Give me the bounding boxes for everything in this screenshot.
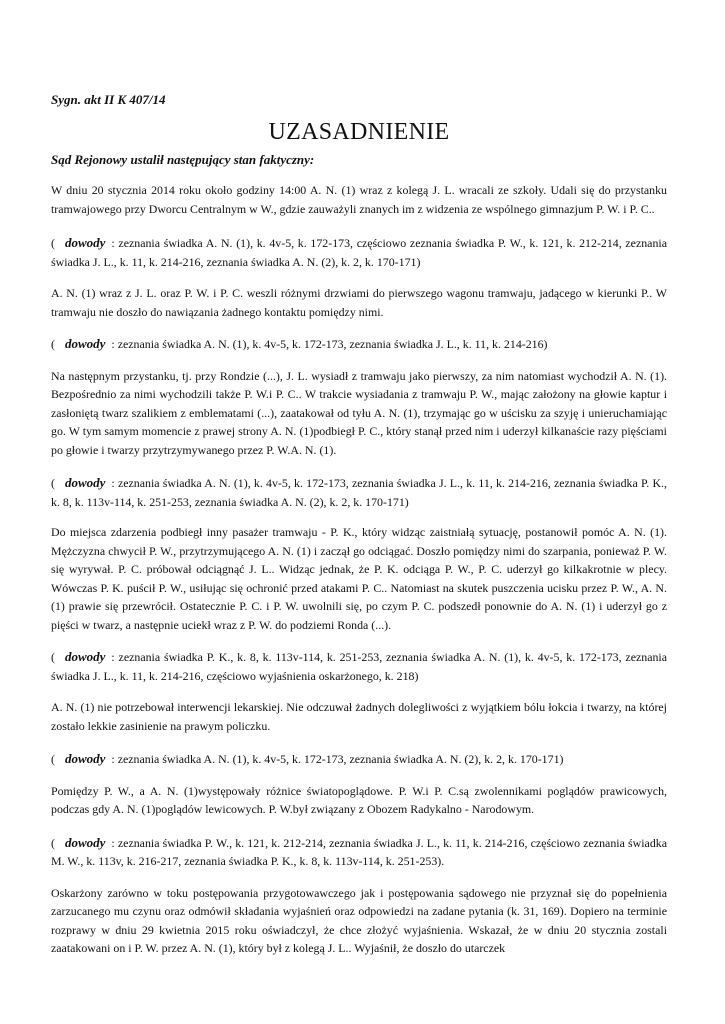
evidence-citation: [51, 834, 667, 871]
body-paragraph: Do miejsca zdarzenia podbiegł inny pasażer tramwaju - P. K., który widząc zaistniałą sytuację, postanowił pomóc A. N. (1). Mężczyzna chwycił P. W., przytrzymującego A. N. (1) i zaczął go odciągać. Doszło pomiędzy nimi do szarpania, ponieważ P. W. się wyrywał. P. C. próbował odciągnąć J. L.. Widząc jednak, że P. K. odciąga P. W., P. C. uderzył go kilkakrotnie w plecy. Wówczas P. K. puścił P. W., usiłując się ochronić przed atakami P. C.. Natomiast na skutek puszczenia ucisku przez P. W., A. N. (1) prawie się przewrócił. Ostatecznie P. C. i P. W. uwolnili się, po czym P. C. podszedł ponownie do A. N. (1) i uderzył go z pięści w twarz, a następnie uciekł wraz z P. W. do podziemi Ronda (...).: [51, 525, 667, 632]
evidence-keyword: dowody: [64, 336, 106, 351]
evidence-citation: [51, 335, 667, 354]
evidence-text: : zeznania świadka P. K., k. 8, k. 113v-114, k. 251-253, zeznania świadka A. N. (1), k. 4v-5, k. 172-173, zeznania świadka J. L., k. 11, k. 214-216, częściowo wyjaśnienia oskarżonego, k. 218): [51, 650, 667, 683]
evidence-citation: [51, 648, 667, 685]
evidence-text: : zeznania świadka A. N. (1), k. 4v-5, k. 172-173, zeznania świadka J. L., k. 11, k. 214-216, zeznania świadka P. K., k. 8, k. 113v-114, k. 251-253, zeznania świadka A. N. (2), k. 2, k. 170-171): [51, 476, 667, 509]
evidence-citation: [51, 234, 667, 271]
document-title: UZASADNIENIE: [268, 119, 450, 145]
body-paragraph: Na następnym przystanku, tj. przy Rondzie (...), J. L. wysiadł z tramwaju jako pierwszy, za nim natomiast wychodził A. N. (1). Bezpośrednio za nimi wychodzili także P. W.i P. C.. W trakcie wysiadania z tramwaju P. W., mając założony na głowie kaptur i zasłoniętą twarz szalikiem z emblematami (...), zaatakował od tyłu A. N. (1), trzymając go w uścisku za szyję i unieruchamiając go. W tym samym momencie z prawej strony A. N. (1)podbiegł P. C., który stanął przed nim i uderzył kilkanaście razy pięściami po głowie i twarzy przytrzymywanego przez P. W.A. N. (1).: [51, 368, 667, 457]
section-heading: Sąd Rejonowy ustalił następujący stan faktyczny:: [51, 152, 315, 167]
evidence-open-paren: (: [51, 476, 55, 490]
evidence-citation: [51, 474, 667, 511]
evidence-keyword: dowody: [64, 649, 106, 664]
evidence-keyword: dowody: [64, 235, 106, 250]
evidence-keyword: dowody: [64, 751, 106, 766]
evidence-text: : zeznania świadka A. N. (1), k. 4v-5, k. 172-173, częściowo zeznania świadka P. W., k. 121, k. 212-214, zeznania świadka J. L., k. 11, k. 214-216, zeznania świadka A. N. (2), k. 2, k. 170-171): [51, 236, 667, 269]
evidence-keyword: dowody: [64, 475, 106, 490]
evidence-text: : zeznania świadka P. W., k. 121, k. 212-214, zeznania świadka J. L., k. 11, k. 214-216, częściowo zeznania świadka M. W., k. 113v, k. 216-217, zeznania świadka P. K., k. 8, k. 113v-114, k. 251-253).: [51, 835, 667, 868]
evidence-citation: [51, 750, 667, 769]
evidence-keyword: dowody: [64, 834, 106, 850]
document-body: [51, 181, 667, 958]
evidence-open-paren: (: [51, 752, 55, 766]
body-paragraph: W dniu 20 stycznia 2014 roku około godziny 14:00 A. N. (1) wraz z kolegą J. L. wracali ze szkoły. Udali się do przystanku tramwajowego przy Dworcu Centralnym w W., gdzie zauważyli znanych im z widzenia ze wspólnego gimnazjum P. W. i P. C..: [51, 183, 667, 216]
evidence-text: : zeznania świadka A. N. (1), k. 4v-5, k. 172-173, zeznania świadka A. N. (2), k. 2, k. 170-171): [111, 752, 564, 766]
body-paragraph: Oskarżony zarówno w toku postępowania przygotowawczego jak i postępowania sądowego nie przyznał się do popełnienia zarzucanego mu czynu oraz odmówił składania wyjaśnień oraz odpowiedzi na zadane pytania (k. 31, 169). Dopiero na terminie rozprawy w dniu 29 kwietnia 2015 roku oświadczył, że chce złożyć wyjaśnienia. Wskazał, że w dniu 20 stycznia zostali zaatakowani on i P. W. przez A. N. (1), który był z kolegą J. L.. Wyjaśnił, że doszło do utarczek: [51, 885, 667, 955]
evidence-open-paren: (: [51, 650, 55, 664]
evidence-open-paren: (: [51, 337, 55, 351]
body-paragraph: A. N. (1) wraz z J. L. oraz P. W. i P. C. weszli różnymi drzwiami do pierwszego wagonu tramwaju, jadącego w kierunki P.. W tramwaju nie doszło do nawiązania żadnego kontaktu pomiędzy nimi.: [51, 286, 667, 319]
evidence-open-paren: (: [51, 835, 55, 850]
evidence-open-paren: (: [51, 236, 55, 250]
body-paragraph: A. N. (1) nie potrzebował interwencji lekarskiej. Nie odczuwał żadnych dolegliwości z wyjątkiem bólu łokcia i twarzy, na której zostało lekkie zasinienie na prawym policzku.: [51, 700, 667, 733]
case-number: Sygn. akt II K 407/14: [51, 92, 166, 107]
body-paragraph: Pomiędzy P. W., a A. N. (1)występowały różnice światopoglądowe. P. W.i P. C.są zwolennikami poglądów prawicowych, podczas gdy A. N. (1)poglądów lewicowych. P. W.był związany z Obozem Radykalno - Narodowym.: [51, 783, 667, 816]
evidence-text: : zeznania świadka A. N. (1), k. 4v-5, k. 172-173, zeznania świadka J. L., k. 11, k. 214-216): [111, 337, 548, 351]
